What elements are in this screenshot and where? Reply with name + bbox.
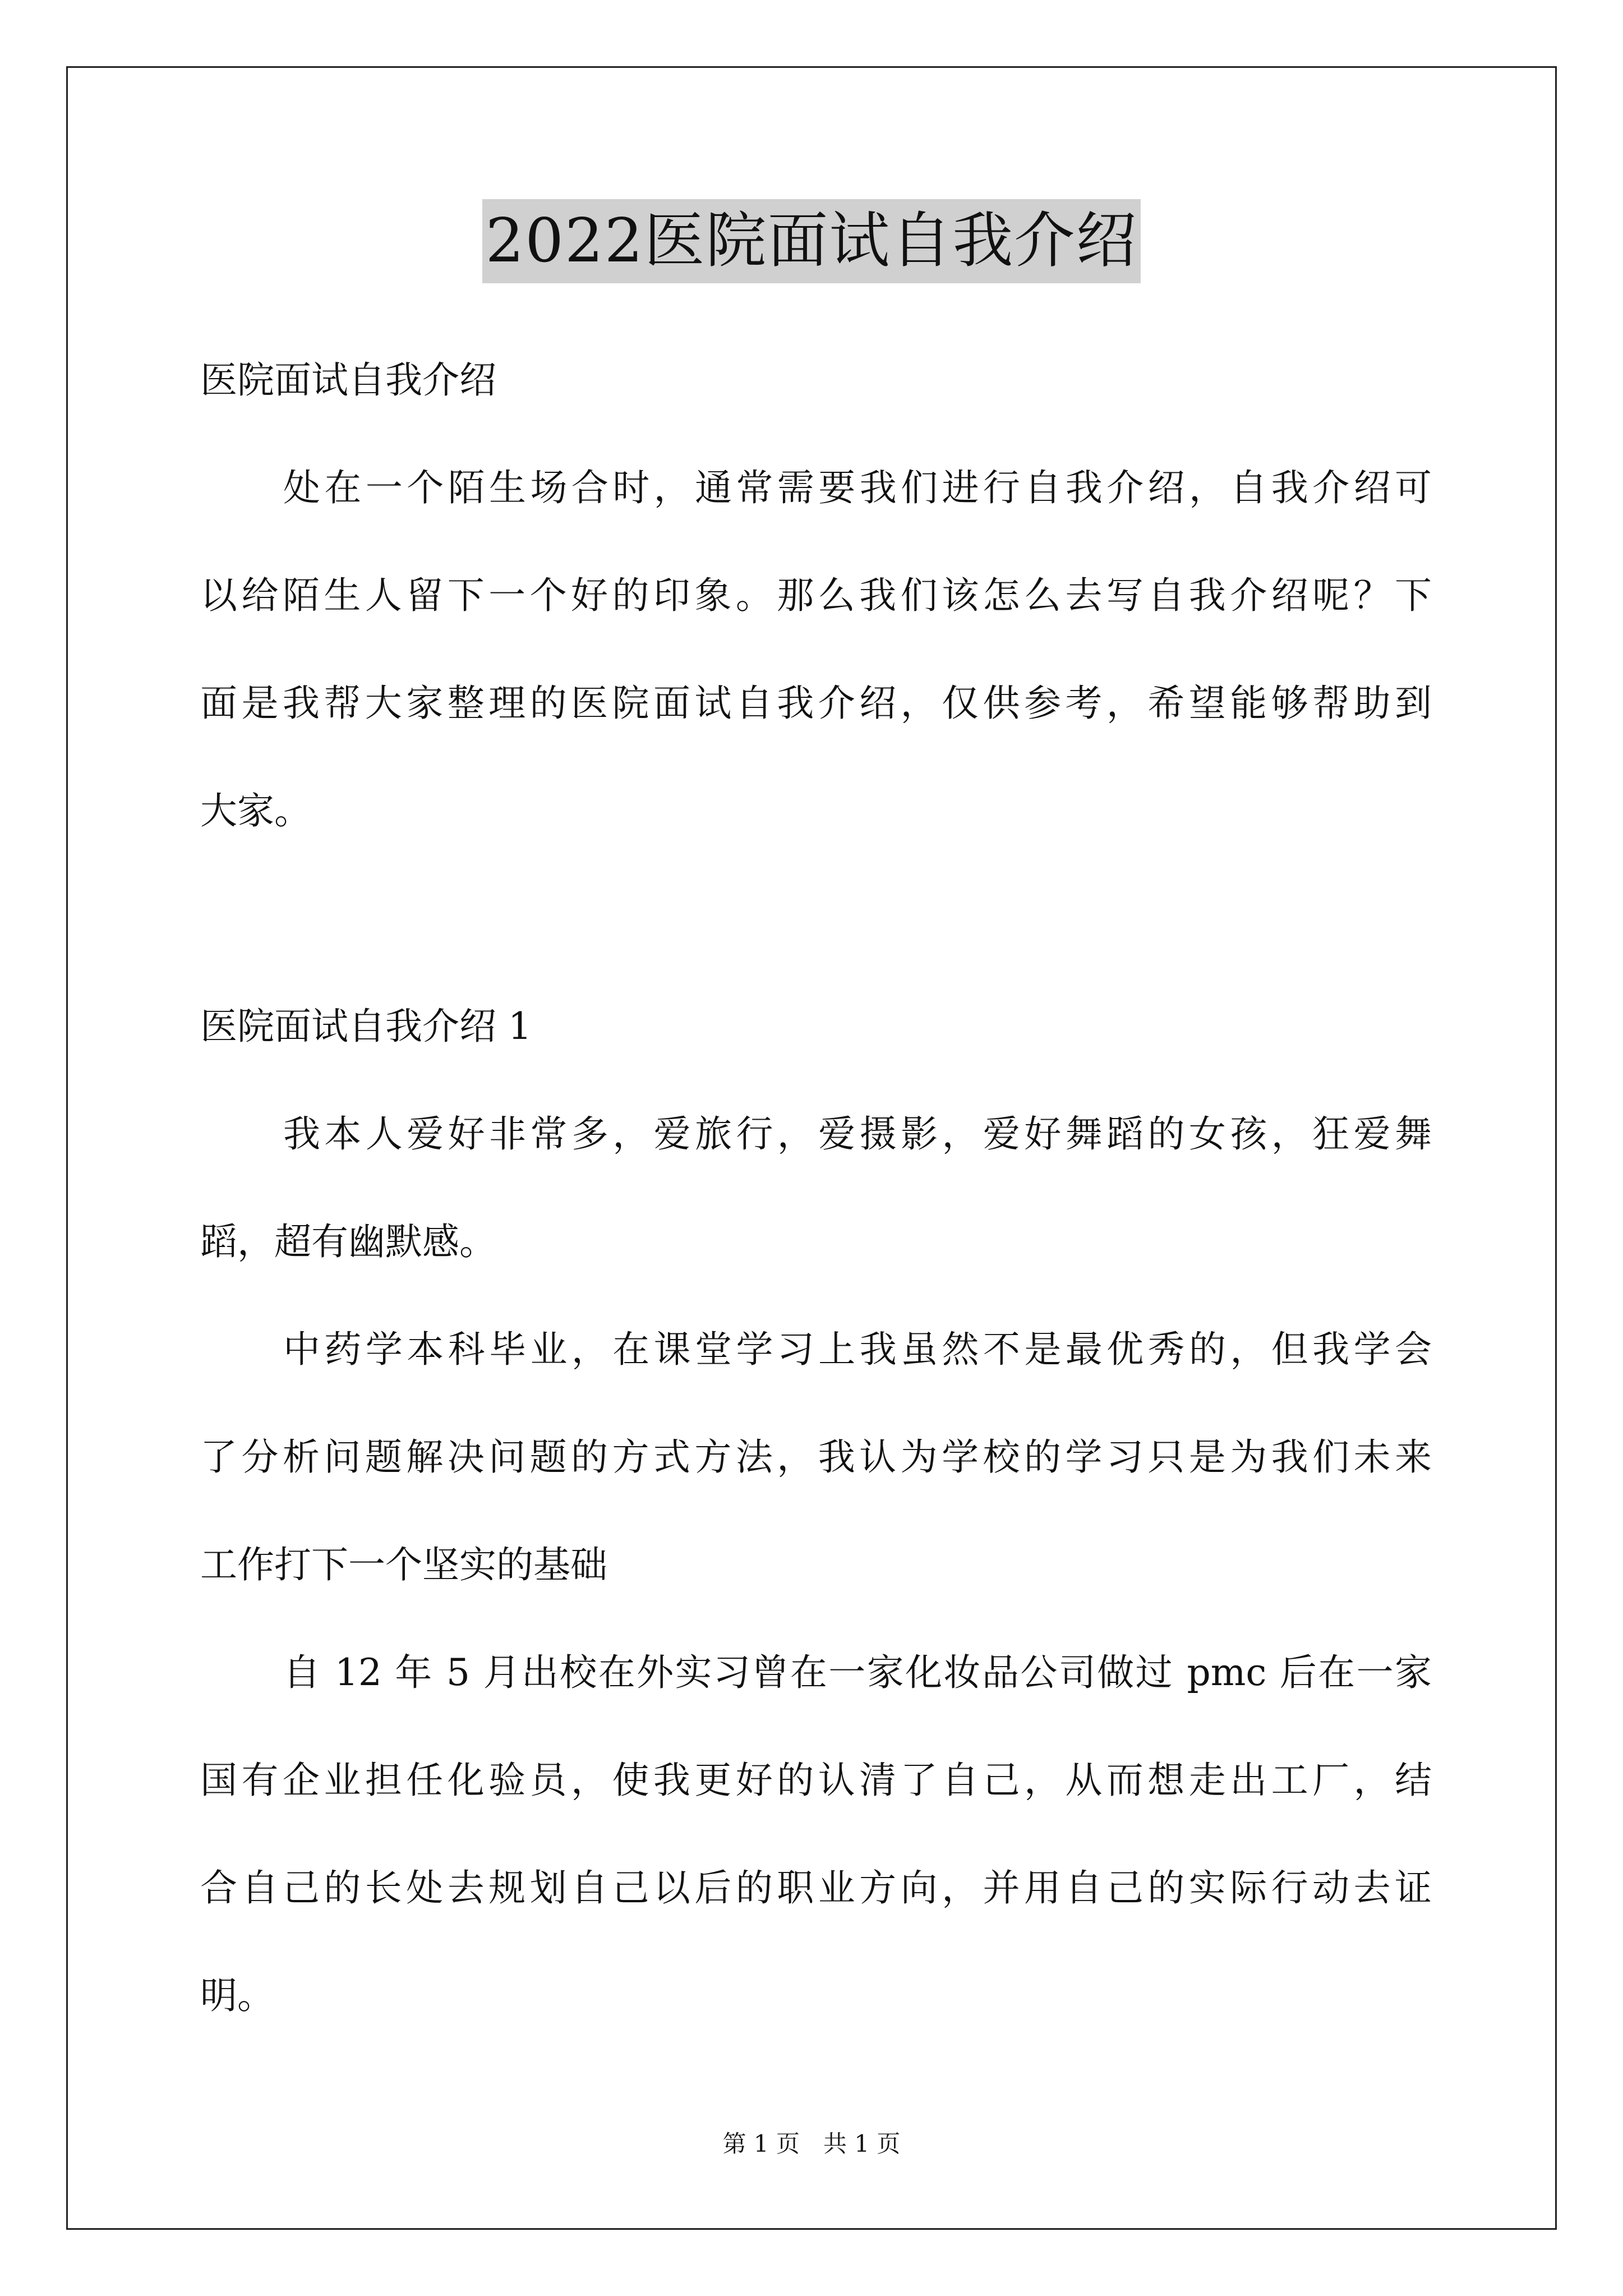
paragraph-line: 中药学本科毕业，在课堂学习上我虽然不是最优秀的，但我学会 — [283, 1328, 1432, 1371]
subtitle: 医院面试自我介绍 — [200, 358, 496, 402]
paragraph-line: 合自己的长处去规划自己以后的职业方向，并用自己的实际行动去证 — [200, 1866, 1432, 1910]
paragraph-line: 蹈，超有幽默感。 — [200, 1220, 496, 1263]
paragraph-line: 明。 — [200, 1974, 274, 2017]
paragraph-line: 自 12 年 5 月出校在外实习曾在一家化妆品公司做过 pmc 后在一家 — [283, 1651, 1432, 1694]
paragraph-line: 国有企业担任化验员，使我更好的认清了自己，从而想走出工厂，结 — [200, 1759, 1432, 1802]
paragraph-line: 工作打下一个坚实的基础 — [200, 1543, 607, 1586]
paragraph-line: 了分析问题解决问题的方式方法，我认为学校的学习只是为我们未来 — [200, 1435, 1432, 1479]
intro-line: 以给陌生人留下一个好的印象。那么我们该怎么去写自我介绍呢？下 — [200, 574, 1432, 617]
document-title: 2022医院面试自我介绍 — [482, 199, 1141, 283]
paragraph-line: 我本人爱好非常多，爱旅行，爱摄影，爱好舞蹈的女孩，狂爱舞 — [283, 1112, 1432, 1156]
title-container — [0, 199, 1623, 283]
section-heading: 医院面试自我介绍 1 — [200, 1005, 532, 1048]
intro-line: 大家。 — [200, 789, 311, 832]
intro-line: 面是我帮大家整理的医院面试自我介绍，仅供参考，希望能够帮助到 — [200, 682, 1432, 725]
page-footer: 第 1 页 共 1 页 — [722, 2130, 901, 2157]
intro-line: 处在一个陌生场合时，通常需要我们进行自我介绍，自我介绍可 — [283, 466, 1432, 509]
